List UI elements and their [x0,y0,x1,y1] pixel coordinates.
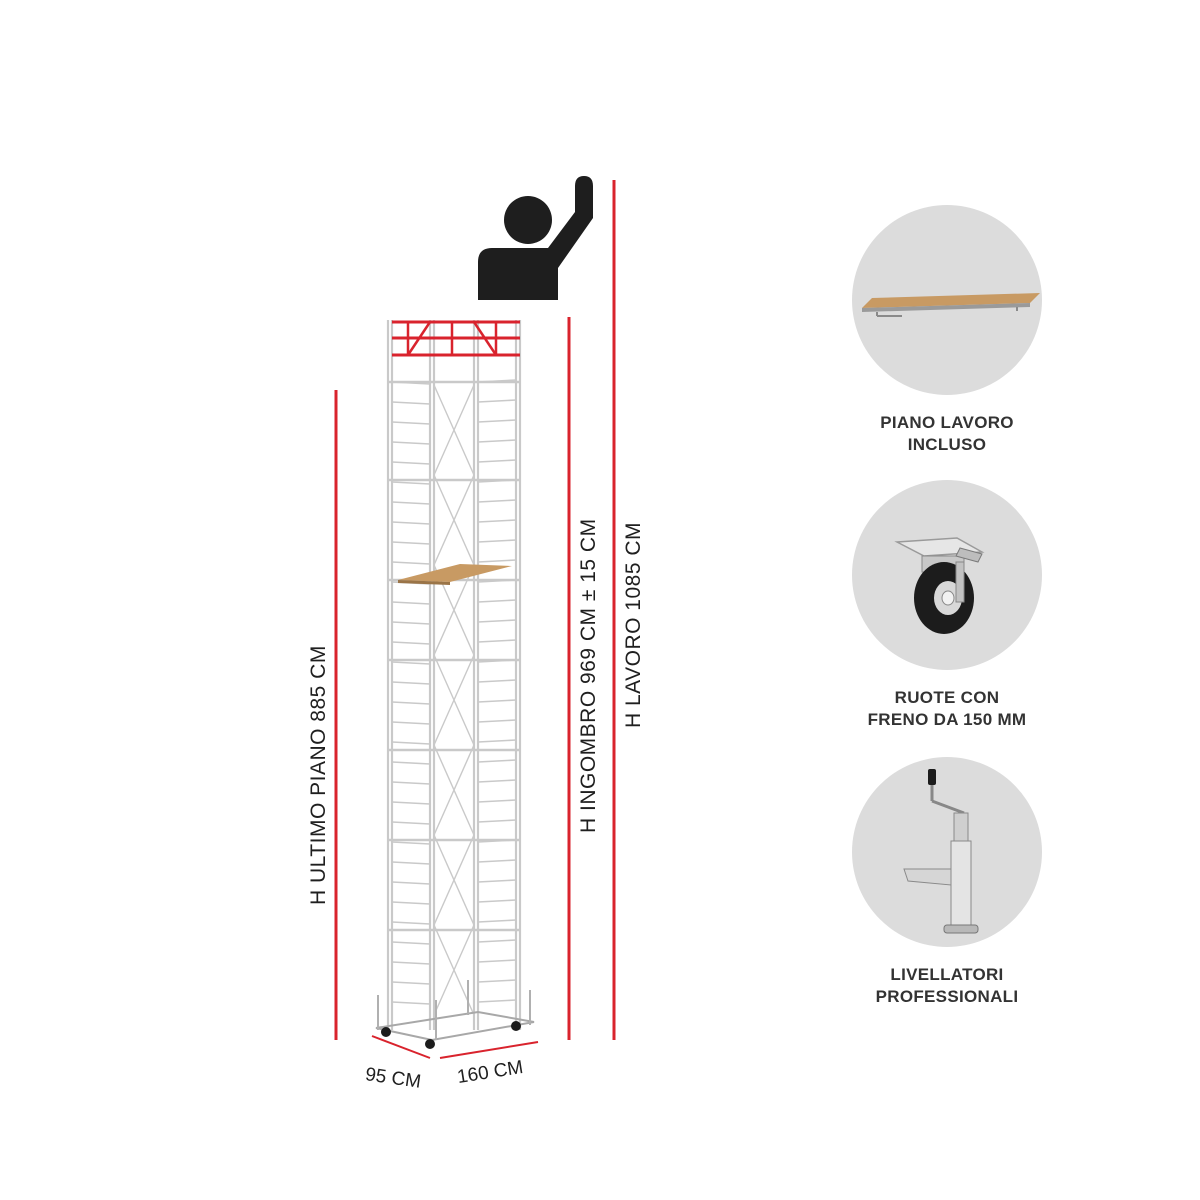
frame-rung [478,920,516,922]
label-lavoro: H LAVORO 1085 CM [622,521,645,728]
label-ultimo-piano: H ULTIMO PIANO 885 CM [307,645,330,905]
feature-caption: LIVELLATORI PROFESSIONALI [875,965,1019,1006]
top-guardrail [392,322,520,355]
frame-rung [478,700,516,702]
frame-rung [392,502,430,504]
frame-rung [478,680,516,682]
frame-rung [478,740,516,742]
frame-rung [478,600,516,602]
frame-rung [392,562,430,564]
brake-wheel-icon [852,480,1042,670]
frame-rung [392,962,430,964]
label-width-long: 160 CM [455,1056,525,1089]
frame-rung [392,722,430,724]
frame-rung [392,702,430,704]
base-wheel [381,1027,391,1037]
frame-rung [478,760,516,762]
scaffold-frame [388,320,520,1030]
frame-rung [392,682,430,684]
frame-rung [392,662,430,664]
frame-rung [392,982,430,984]
frame-rung [478,640,516,642]
frame-rung [478,420,516,422]
frame-rung [392,422,430,424]
frame-rung [478,980,516,982]
frame-rung [392,742,430,744]
frame-rung [478,940,516,942]
leveler-jack-icon [852,757,1042,947]
frame-rung [392,782,430,784]
frame-rung [478,800,516,802]
frame-rung [478,620,516,622]
frame-rung [392,542,430,544]
frame-rung [392,482,430,484]
base-frame [376,1012,534,1040]
frame-rung [392,842,430,844]
label-ingombro: H INGOMBRO 969 CM ± 15 CM [577,518,600,833]
feature-circle [852,757,1042,947]
frame-rung [392,862,430,864]
feature-caption: RUOTE CON FRENO DA 150 MM [867,688,1027,729]
person-icon [478,176,593,300]
scaffold-base [376,980,534,1049]
base-wheel [511,1021,521,1031]
frame-rung [392,522,430,524]
frame-rung [478,500,516,502]
frame-rung [478,440,516,442]
frame-rung [478,540,516,542]
frame-rung [392,902,430,904]
frame-rung [392,402,430,404]
frame-rung [392,442,430,444]
feature-circle [852,480,1042,670]
frame-rung [478,1000,516,1002]
frame-rung [392,462,430,464]
frame-rung [478,880,516,882]
frame-rung [478,780,516,782]
label-width-short: 95 CM [363,1064,423,1093]
base-wheel [425,1039,435,1049]
frame-rung [478,820,516,822]
frame-rung [392,622,430,624]
frame-rung [392,822,430,824]
feature-work-plank [852,205,1042,456]
frame-rung [392,942,430,944]
frame-rung [392,922,430,924]
frame-rung [478,960,516,962]
dimension-line-width-short [372,1036,430,1058]
frame-rung [392,602,430,604]
work-plank-icon [852,205,1042,395]
frame-rung [478,560,516,562]
frame-rung [478,720,516,722]
frame-rung [478,520,516,522]
frame-rung [392,1002,430,1004]
frame-rung [392,882,430,884]
feature-brake-wheel [852,480,1042,731]
dimension-line-width-long [440,1042,538,1058]
feature-leveler [852,757,1042,1008]
frame-rung [392,762,430,764]
frame-rung [478,460,516,462]
frame-rung [392,802,430,804]
frame-rung [478,860,516,862]
feature-caption: PIANO LAVORO INCLUSO [880,413,1014,454]
feature-circle [852,205,1042,395]
frame-rung [478,400,516,402]
frame-rung [392,642,430,644]
frame-rung [478,900,516,902]
